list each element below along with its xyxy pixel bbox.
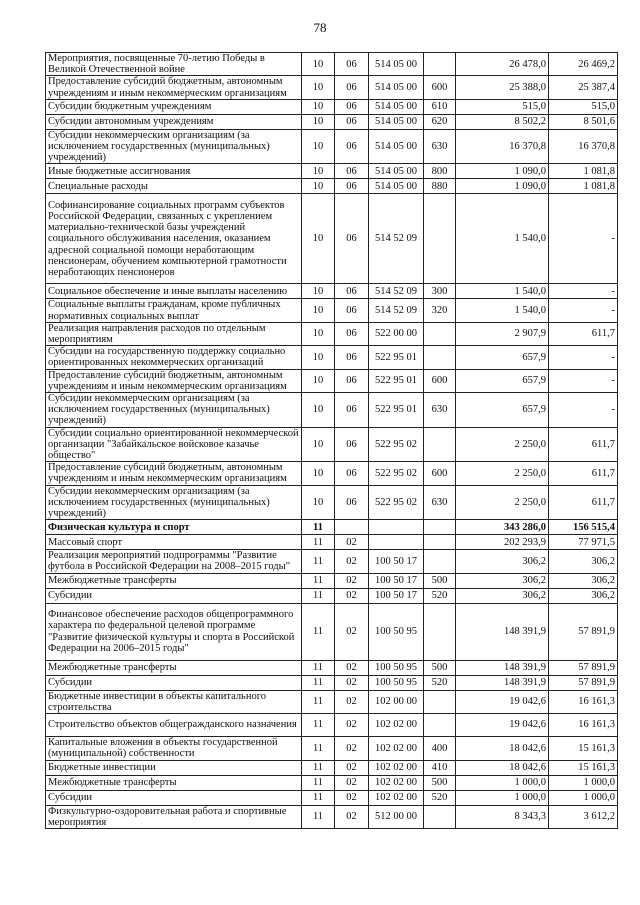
row-subsection-code: 06 [335,284,369,299]
row-subsection-code: 02 [335,660,369,675]
table-row [46,805,618,828]
row-description: Физическая культура и спорт [46,520,302,535]
table-row [46,346,618,369]
row-amount-executed: - [549,346,618,369]
row-target-article: 522 00 00 [369,322,424,345]
row-section-code: 10 [302,76,335,99]
row-expense-type [424,53,456,76]
row-subsection-code: 06 [335,462,369,485]
row-subsection-code: 06 [335,369,369,392]
row-amount-approved: 2 250,0 [456,462,549,485]
row-section-code: 11 [302,550,335,573]
row-amount-executed: 306,2 [549,588,618,603]
row-amount-approved: 25 388,0 [456,76,549,99]
row-target-article: 100 50 95 [369,603,424,660]
table-row [46,760,618,775]
row-amount-approved: 19 042,6 [456,714,549,737]
row-amount-approved: 2 907,9 [456,322,549,345]
row-description: Финансовое обеспечение расходов общепрограммного характера по федеральной целевой программе "Развитие физической культуры и спорта в Российской Федерации на 2006–2015 годы" [46,603,302,660]
row-subsection-code: 02 [335,573,369,588]
row-amount-executed: 1 000,0 [549,790,618,805]
row-section-code: 10 [302,99,335,114]
row-amount-approved: 657,9 [456,393,549,428]
row-section-code: 11 [302,603,335,660]
row-subsection-code: 02 [335,550,369,573]
row-expense-type [424,690,456,713]
row-target-article: 514 05 00 [369,129,424,164]
row-expense-type: 630 [424,485,456,520]
row-amount-executed: - [549,284,618,299]
row-section-code: 10 [302,427,335,462]
table-row [46,520,618,535]
row-amount-approved: 8 502,2 [456,114,549,129]
row-subsection-code: 06 [335,393,369,428]
row-expense-type: 620 [424,114,456,129]
row-section-code: 11 [302,737,335,760]
row-subsection-code: 06 [335,114,369,129]
row-section-code: 10 [302,322,335,345]
row-expense-type: 520 [424,588,456,603]
row-subsection-code: 06 [335,346,369,369]
row-amount-executed: 611,7 [549,322,618,345]
row-section-code: 11 [302,588,335,603]
table-row [46,194,618,284]
row-section-code: 11 [302,714,335,737]
row-description: Субсидии социально ориентированной некоммерческой организации "Забайкальское войсковое казачье общество" [46,427,302,462]
row-section-code: 11 [302,660,335,675]
row-description: Предоставление субсидий бюджетным, автономным учреждениям и иным некоммерческим организациям [46,369,302,392]
row-section-code: 10 [302,194,335,284]
row-target-article: 514 05 00 [369,99,424,114]
row-expense-type [424,346,456,369]
row-section-code: 10 [302,53,335,76]
row-amount-approved: 18 042,6 [456,737,549,760]
page-number: 78 [313,20,327,35]
row-subsection-code: 02 [335,737,369,760]
row-amount-executed: 16 161,3 [549,714,618,737]
row-target-article [369,520,424,535]
table-row [46,588,618,603]
row-amount-approved: 1 540,0 [456,194,549,284]
row-amount-approved: 8 343,3 [456,805,549,828]
row-expense-type [424,520,456,535]
row-subsection-code: 06 [335,129,369,164]
row-amount-executed: 57 891,9 [549,603,618,660]
row-amount-approved: 343 286,0 [456,520,549,535]
row-target-article: 522 95 02 [369,427,424,462]
row-description: Субсидии на государственную поддержку социально ориентированных некоммерческих организаций [46,346,302,369]
row-expense-type [424,535,456,550]
row-amount-approved: 1 000,0 [456,790,549,805]
table-row [46,114,618,129]
row-target-article: 514 05 00 [369,76,424,99]
row-target-article: 100 50 17 [369,573,424,588]
row-amount-executed: 611,7 [549,485,618,520]
row-section-code: 10 [302,485,335,520]
row-expense-type: 630 [424,129,456,164]
row-section-code: 11 [302,573,335,588]
row-section-code: 10 [302,114,335,129]
row-target-article: 514 05 00 [369,164,424,179]
row-amount-executed: 57 891,9 [549,675,618,690]
row-expense-type: 500 [424,775,456,790]
row-description: Субсидии некоммерческим организациям (за исключением государственных (муниципальных) учреждений) [46,393,302,428]
row-section-code: 10 [302,164,335,179]
row-amount-executed: 611,7 [549,427,618,462]
row-section-code: 10 [302,129,335,164]
row-expense-type: 800 [424,164,456,179]
row-target-article: 514 05 00 [369,114,424,129]
table-row [46,675,618,690]
row-amount-executed: - [549,369,618,392]
row-description: Субсидии некоммерческим организациям (за исключением государственных (муниципальных) учреждений) [46,485,302,520]
row-target-article: 514 05 00 [369,53,424,76]
row-subsection-code: 02 [335,775,369,790]
row-target-article: 102 02 00 [369,760,424,775]
row-section-code: 10 [302,284,335,299]
row-target-article: 522 95 02 [369,485,424,520]
row-target-article [369,535,424,550]
row-expense-type: 520 [424,675,456,690]
row-expense-type: 600 [424,462,456,485]
row-target-article: 102 02 00 [369,790,424,805]
row-description: Межбюджетные трансферты [46,660,302,675]
row-subsection-code: 02 [335,535,369,550]
row-expense-type [424,427,456,462]
table-row [46,550,618,573]
row-amount-approved: 1 000,0 [456,775,549,790]
row-description: Бюджетные инвестиции в объекты капитального строительства [46,690,302,713]
table-row [46,393,618,428]
row-description: Межбюджетные трансферты [46,573,302,588]
row-amount-approved: 148 391,9 [456,675,549,690]
row-description: Иные бюджетные ассигнования [46,164,302,179]
row-target-article: 512 00 00 [369,805,424,828]
row-description: Субсидии бюджетным учреждениям [46,99,302,114]
row-description: Социальное обеспечение и иные выплаты населению [46,284,302,299]
row-subsection-code: 06 [335,53,369,76]
row-section-code: 11 [302,535,335,550]
row-target-article: 522 95 02 [369,462,424,485]
row-subsection-code: 02 [335,690,369,713]
row-amount-approved: 26 478,0 [456,53,549,76]
table-row [46,660,618,675]
row-amount-approved: 306,2 [456,588,549,603]
row-description: Социальные выплаты гражданам, кроме публичных нормативных социальных выплат [46,299,302,322]
row-expense-type: 320 [424,299,456,322]
row-amount-approved: 19 042,6 [456,690,549,713]
row-subsection-code: 06 [335,164,369,179]
table-row [46,129,618,164]
row-amount-approved: 18 042,6 [456,760,549,775]
row-amount-executed: 3 612,2 [549,805,618,828]
row-section-code: 10 [302,299,335,322]
row-expense-type: 300 [424,284,456,299]
row-target-article: 522 95 01 [369,346,424,369]
row-expense-type: 880 [424,179,456,194]
row-amount-approved: 148 391,9 [456,603,549,660]
row-amount-executed: 1 081,8 [549,179,618,194]
row-section-code: 11 [302,805,335,828]
row-subsection-code: 06 [335,299,369,322]
row-subsection-code: 06 [335,99,369,114]
row-section-code: 11 [302,760,335,775]
row-amount-executed: 306,2 [549,550,618,573]
row-section-code: 10 [302,462,335,485]
row-expense-type: 500 [424,573,456,588]
row-amount-approved: 515,0 [456,99,549,114]
row-section-code: 11 [302,775,335,790]
row-target-article: 514 52 09 [369,284,424,299]
row-section-code: 11 [302,675,335,690]
row-target-article: 102 02 00 [369,714,424,737]
row-expense-type: 410 [424,760,456,775]
row-amount-executed: 25 387,4 [549,76,618,99]
row-target-article: 100 50 95 [369,660,424,675]
row-description: Субсидии автономным учреждениям [46,114,302,129]
table-row [46,485,618,520]
row-section-code: 10 [302,369,335,392]
table-row [46,53,618,76]
row-subsection-code: 02 [335,760,369,775]
row-amount-approved: 1 540,0 [456,299,549,322]
row-expense-type: 630 [424,393,456,428]
table-row [46,462,618,485]
row-amount-approved: 2 250,0 [456,427,549,462]
row-description: Реализация направления расходов по отдельным мероприятиям [46,322,302,345]
row-expense-type: 600 [424,369,456,392]
row-subsection-code: 06 [335,322,369,345]
row-amount-approved: 1 540,0 [456,284,549,299]
row-description: Субсидии [46,790,302,805]
row-section-code: 10 [302,393,335,428]
row-subsection-code: 06 [335,427,369,462]
row-expense-type: 500 [424,660,456,675]
table-row [46,369,618,392]
row-amount-executed: 1 081,8 [549,164,618,179]
row-amount-approved: 1 090,0 [456,179,549,194]
table-row [46,299,618,322]
row-description: Субсидии [46,588,302,603]
row-amount-executed: 156 515,4 [549,520,618,535]
row-description: Предоставление субсидий бюджетным, автономным учреждениям и иным некоммерческим организациям [46,462,302,485]
table-row [46,775,618,790]
row-section-code: 11 [302,690,335,713]
row-target-article: 514 52 09 [369,194,424,284]
row-amount-approved: 657,9 [456,369,549,392]
row-target-article: 514 52 09 [369,299,424,322]
row-description: Капитальные вложения в объекты государственной (муниципальной) собственности [46,737,302,760]
row-expense-type: 520 [424,790,456,805]
table-row [46,573,618,588]
table-row [46,427,618,462]
row-expense-type [424,805,456,828]
row-target-article: 102 02 00 [369,737,424,760]
row-section-code: 10 [302,179,335,194]
row-amount-approved: 657,9 [456,346,549,369]
row-section-code: 11 [302,520,335,535]
row-subsection-code: 02 [335,790,369,805]
table-row [46,76,618,99]
row-section-code: 10 [302,346,335,369]
row-amount-executed: 77 971,5 [549,535,618,550]
row-amount-executed: 26 469,2 [549,53,618,76]
row-description: Субсидии [46,675,302,690]
row-amount-approved: 202 293,9 [456,535,549,550]
table-row [46,164,618,179]
row-expense-type [424,550,456,573]
table-row [46,535,618,550]
row-subsection-code: 06 [335,485,369,520]
row-subsection-code: 06 [335,179,369,194]
row-expense-type: 600 [424,76,456,99]
row-amount-approved: 2 250,0 [456,485,549,520]
row-description: Реализация мероприятий подпрограммы "Развитие футбола в Российской Федерации на 2008–2015 годы" [46,550,302,573]
budget-table [45,52,618,829]
budget-table-body [46,53,618,829]
row-amount-approved: 16 370,8 [456,129,549,164]
row-amount-executed: 515,0 [549,99,618,114]
row-amount-executed: 15 161,3 [549,760,618,775]
table-row [46,179,618,194]
row-amount-executed: 57 891,9 [549,660,618,675]
row-amount-approved: 306,2 [456,550,549,573]
row-description: Массовый спорт [46,535,302,550]
row-expense-type: 400 [424,737,456,760]
table-row [46,690,618,713]
row-target-article: 514 05 00 [369,179,424,194]
row-target-article: 100 50 17 [369,550,424,573]
row-amount-executed: - [549,393,618,428]
row-amount-executed: 611,7 [549,462,618,485]
row-description: Физкультурно-оздоровительная работа и спортивные мероприятия [46,805,302,828]
row-amount-approved: 1 090,0 [456,164,549,179]
table-row [46,322,618,345]
row-expense-type [424,714,456,737]
row-target-article: 522 95 01 [369,369,424,392]
row-target-article: 102 00 00 [369,690,424,713]
row-description: Межбюджетные трансферты [46,775,302,790]
table-row [46,737,618,760]
row-expense-type [424,603,456,660]
row-amount-executed: 16 161,3 [549,690,618,713]
table-row [46,99,618,114]
row-description: Предоставление субсидий бюджетным, автономным учреждениям и иным некоммерческим организациям [46,76,302,99]
row-amount-executed: 1 000,0 [549,775,618,790]
row-target-article: 100 50 17 [369,588,424,603]
row-amount-approved: 306,2 [456,573,549,588]
row-description: Строительство объектов общегражданского назначения [46,714,302,737]
row-target-article: 102 02 00 [369,775,424,790]
row-description: Мероприятия, посвященные 70-летию Победы в Великой Отечественной войне [46,53,302,76]
row-description: Специальные расходы [46,179,302,194]
table-row [46,714,618,737]
row-expense-type [424,322,456,345]
row-expense-type [424,194,456,284]
row-subsection-code [335,520,369,535]
row-expense-type: 610 [424,99,456,114]
row-amount-executed: - [549,194,618,284]
row-target-article: 522 95 01 [369,393,424,428]
row-amount-executed: 15 161,3 [549,737,618,760]
row-amount-approved: 148 391,9 [456,660,549,675]
row-amount-executed: 8 501,6 [549,114,618,129]
row-target-article: 100 50 95 [369,675,424,690]
table-row [46,790,618,805]
row-description: Софинансирование социальных программ субъектов Российской Федерации, связанных с укреплением материально-технической базы учреждений социального обслуживания населения, оказанием адресной социальной помощи неработающим пенсионерам, обучением компьютерной грамотности неработающих пенсионеров [46,194,302,284]
row-subsection-code: 06 [335,194,369,284]
row-section-code: 11 [302,790,335,805]
table-row [46,603,618,660]
row-subsection-code: 02 [335,714,369,737]
row-subsection-code: 02 [335,588,369,603]
row-amount-executed: - [549,299,618,322]
row-subsection-code: 02 [335,603,369,660]
row-amount-executed: 306,2 [549,573,618,588]
row-amount-executed: 16 370,8 [549,129,618,164]
row-description: Бюджетные инвестиции [46,760,302,775]
row-subsection-code: 06 [335,76,369,99]
row-description: Субсидии некоммерческим организациям (за исключением государственных (муниципальных) учреждений) [46,129,302,164]
row-subsection-code: 02 [335,675,369,690]
table-row [46,284,618,299]
row-subsection-code: 02 [335,805,369,828]
